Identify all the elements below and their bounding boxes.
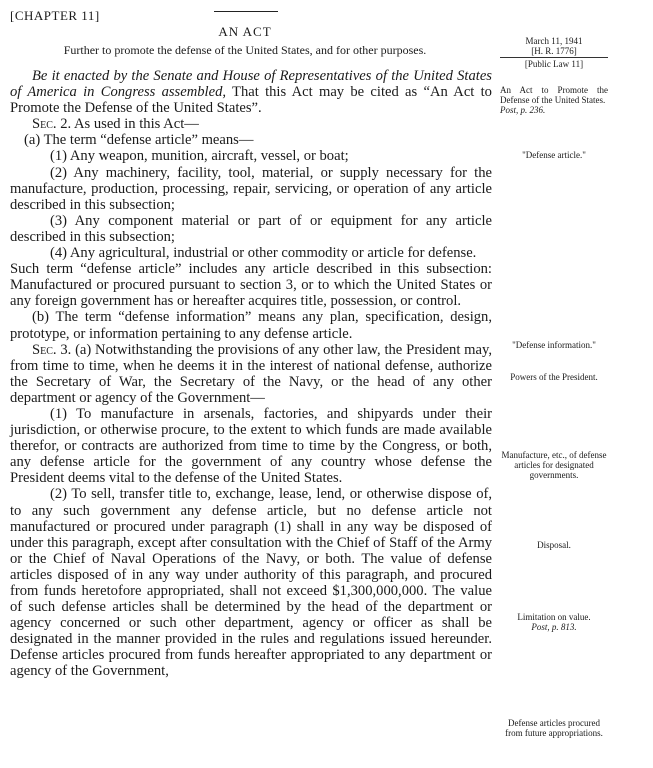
margin-ref: Post, p. 236.: [500, 105, 546, 115]
subsection-2b: (b) The term “defense information” means any plan, specification, design, prototype, or information pertaining to any defense article.: [10, 309, 492, 342]
paragraph-2a3: (3) Any component material or part of or equipment for any article described in this subsection;: [10, 212, 492, 245]
section-2: Sec. 2. As used in this Act—: [32, 116, 199, 133]
defense-article-definition: Such term “defense article” includes any article described in this subsection: Manufactured or procured pursuant to section 3, or to which the United States or any foreign government has or hereafter acquires title, possession, or control.: [10, 261, 492, 310]
margin-note-disposal: Disposal.: [537, 540, 571, 550]
act-purpose: Further to promote the defense of the United States, and for other purposes.: [63, 43, 427, 57]
title-rule: [214, 11, 278, 12]
margin-note-limitation: Limitation on value. Post, p. 813.: [517, 612, 591, 632]
margin-ref: Post, p. 813.: [531, 622, 577, 632]
paragraph-2a1: (1) Any weapon, munition, aircraft, vessel, or boat;: [50, 148, 349, 165]
margin-public-law: [Public Law 11]: [500, 57, 608, 69]
margin-note-manufacture: Manufacture, etc., of defense articles for designated governments.: [501, 450, 607, 480]
paragraph-2a2: (2) Any machinery, facility, tool, material, or supply necessary for the manufacture, production, processing, repair, servicing, or operation of any article described in this subsection;: [10, 164, 492, 213]
margin-date-block: [500, 36, 608, 69]
act-body: [10, 68, 492, 680]
act-title: AN ACT: [218, 24, 272, 39]
subsection-2a: (a) The term “defense article” means—: [24, 132, 254, 149]
chapter-heading: [CHAPTER 11]: [10, 8, 100, 23]
margin-note-defense-article: "Defense article.": [522, 150, 586, 160]
enacting-clause: Be it enacted by the Senate and House of Representatives of the United States of America in Congress assembled, That this Act may be cited as “An Act to Promote the Defense of the United States”.: [10, 68, 492, 117]
paragraph-3a1: (1) To manufacture in arsenals, factories, and shipyards under their jurisdiction, or otherwise procure, to the extent to which funds are made available therefor, or contracts are authorized from time to time by the Congress, or both, any defense article for the government of any country whose defense the President deems vital to the defense of the United States.: [10, 405, 492, 487]
margin-date: March 11, 1941: [525, 36, 583, 46]
margin-note-short-title: An Act to Promote the Defense of the United States. Post, p. 236.: [500, 85, 608, 115]
paragraph-2a4: (4) Any agricultural, industrial or other commodity or article for defense.: [50, 245, 477, 262]
section-3: Sec. 3. (a) Notwithstanding the provisions of any other law, the President may, from time to time, when he deems it in the interest of national defense, authorize the Secretary of War, the Secretary of the Navy, or the head of any other department or agency of the Government—: [10, 341, 492, 406]
paragraph-3a2: (2) To sell, transfer title to, exchange, lease, lend, or otherwise dispose of, to any such government any defense article, but no defense article not manufactured or procured under paragraph (1) shall in any way be disposed of under this paragraph, except after consultation with the Chief of Staff of the Army or the Chief of Naval Operations of the Navy, or both. The value of defense articles disposed of in any way under authority of this paragraph, and procured from funds heretofore appropriated, shall not exceed $1,300,000,000. The value of such defense articles shall be determined by the head of the department or agency concerned or such other department, agency or officer as shall be designated in the manner provided in the rules and regulations issued hereunder. Defense articles procured from funds hereafter appropriated to any department or agency of the Government,: [10, 486, 492, 680]
margin-note-powers: Powers of the President.: [510, 372, 598, 382]
margin-note-defense-information: "Defense information.": [512, 340, 596, 350]
margin-note-future-appropriations: Defense articles procured from future appropriations.: [505, 718, 603, 738]
margin-bill-number: [H. R. 1776]: [531, 46, 577, 56]
